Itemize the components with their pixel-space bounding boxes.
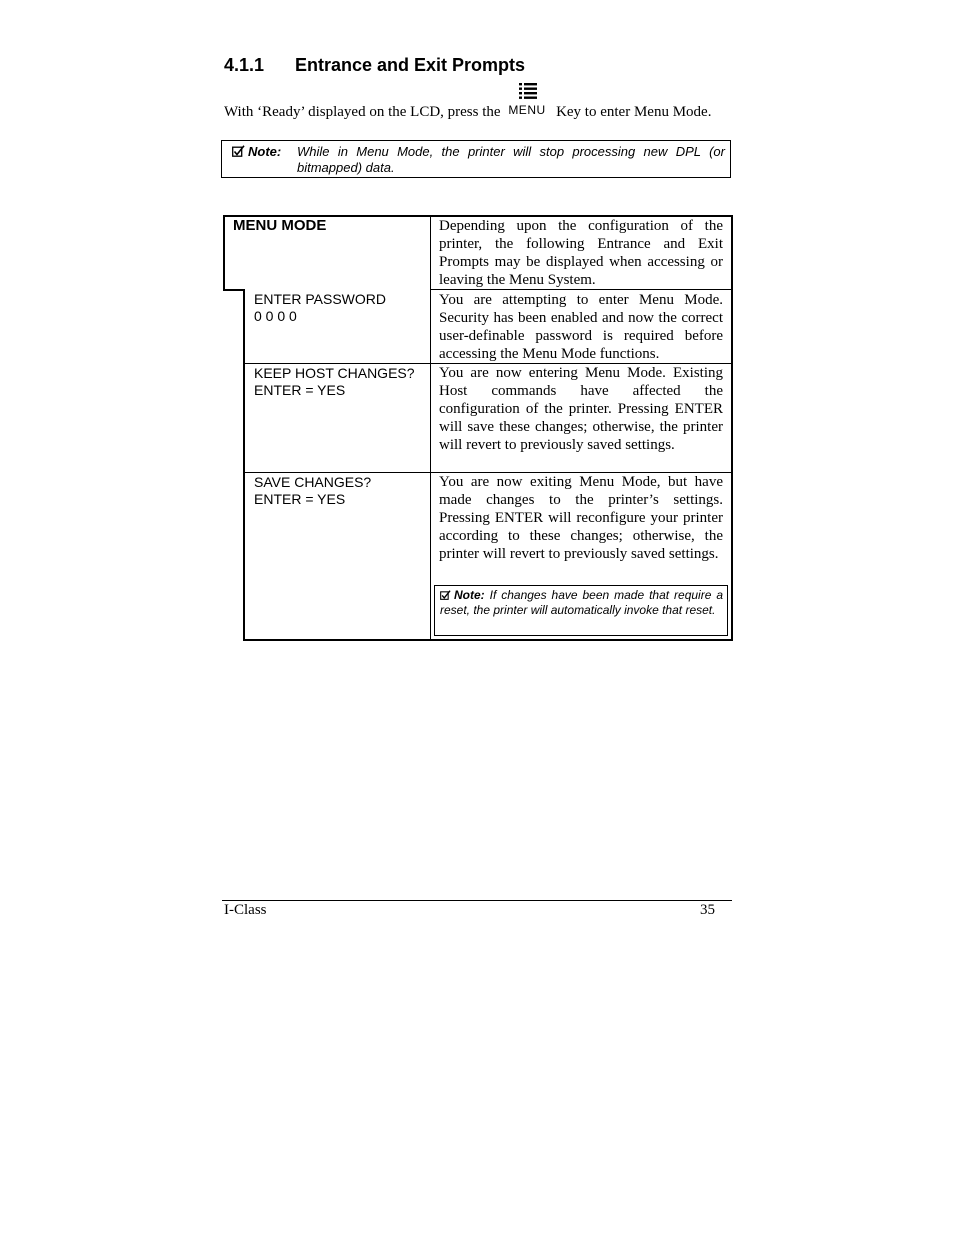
inner-note-content xyxy=(440,588,723,618)
table-header-description: Depending upon the configuration of the printer, the following Entrance and Exit Prompts may be displayed when accessing or leaving the Menu System. xyxy=(439,218,723,288)
menu-key-label: MENU xyxy=(508,103,546,117)
inner-note-box xyxy=(434,585,728,636)
inner-note-label: Note: xyxy=(454,588,485,602)
section-heading xyxy=(224,55,525,76)
table-header-bottom-right xyxy=(431,289,733,290)
intro-text-before: With ‘Ready’ displayed on the LCD, press the xyxy=(224,104,501,120)
footer-page-number: 35 xyxy=(700,902,715,918)
footer-rule xyxy=(222,900,732,901)
inner-note-text: If changes have been made that require a reset, the printer will automatically invoke that reset. xyxy=(440,588,723,617)
table-header-title: MENU MODE xyxy=(233,217,327,234)
prompt-keep-host-changes-description: You are now entering Menu Mode. Existing Host commands have affected the configuration of the printer. Pressing ENTER will save these changes; otherwise, the printer will revert to previously saved settings. xyxy=(439,365,723,453)
prompt-enter-password-description: You are attempting to enter Menu Mode. Security has been enabled and now the correct user-definable password is required before accessing the Menu Mode functions. xyxy=(439,292,723,362)
prompt-save-changes-description: You are now exiting Menu Mode, but have made changes to the printer’s settings. Pressing ENTER will reconfigure your printer according to these changes; otherwise, the printer will revert to previously saved settings. xyxy=(439,474,723,562)
prompt-keep-host-changes: KEEP HOST CHANGES? ENTER = YES xyxy=(254,365,415,398)
menu-mode-table xyxy=(223,215,733,641)
section-number: 4.1.1 xyxy=(224,55,265,75)
note-label: Note: xyxy=(248,144,282,159)
footer-product-name: I-Class xyxy=(224,902,267,918)
prompt-save-changes: SAVE CHANGES? ENTER = YES xyxy=(254,474,372,507)
note-text: While in Menu Mode, the printer will stop processing new DPL (or bitmapped) data. xyxy=(297,144,725,175)
checkbox-checked-icon xyxy=(440,590,451,600)
menu-list-icon xyxy=(518,82,538,100)
table-right-border xyxy=(731,215,733,641)
note-box xyxy=(221,140,731,178)
checkbox-checked-icon xyxy=(232,145,245,157)
intro-paragraph xyxy=(224,102,734,121)
table-column-divider xyxy=(430,215,431,641)
table-inner-left-border xyxy=(243,290,245,641)
table-header-bottom-left xyxy=(223,289,245,291)
menu-key xyxy=(508,102,548,116)
prompt-enter-password: ENTER PASSWORD 0 0 0 0 xyxy=(254,291,386,324)
intro-text-after: Key to enter Menu Mode. xyxy=(556,104,712,120)
section-title: Entrance and Exit Prompts xyxy=(295,55,526,75)
note-label-wrap xyxy=(232,144,281,160)
table-bottom-border xyxy=(243,639,733,641)
